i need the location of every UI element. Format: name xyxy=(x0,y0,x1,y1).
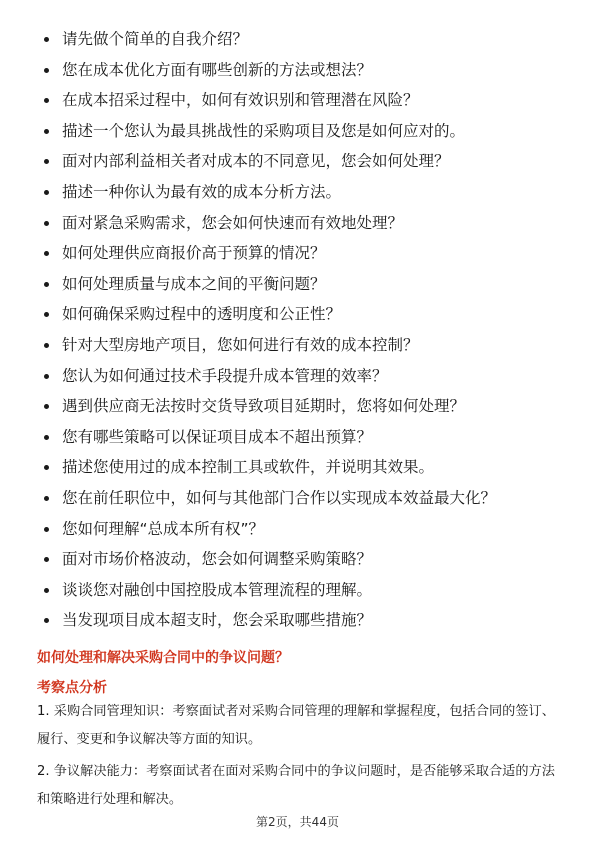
list-item: 请先做个简单的自我介绍？ xyxy=(40,24,580,55)
featured-question-heading: 如何处理和解决采购合同中的争议问题？ xyxy=(37,650,289,666)
list-item: 面对市场价格波动，您会如何调整采购策略？ xyxy=(40,544,580,575)
list-item: 在成本招采过程中，如何有效识别和管理潜在风险？ xyxy=(40,85,580,116)
list-item: 面对内部利益相关者对成本的不同意见，您会如何处理？ xyxy=(40,146,580,177)
list-item: 您在前任职位中，如何与其他部门合作以实现成本效益最大化？ xyxy=(40,483,580,514)
list-item: 如何确保采购过程中的透明度和公正性？ xyxy=(40,299,580,330)
list-item: 您在成本优化方面有哪些创新的方法或想法？ xyxy=(40,55,580,86)
list-item: 当发现项目成本超支时，您会采取哪些措施？ xyxy=(40,605,580,636)
list-item: 描述一种你认为最有效的成本分析方法。 xyxy=(40,177,580,208)
list-item: 如何处理供应商报价高于预算的情况？ xyxy=(40,238,580,269)
list-item: 谈谈您对融创中国控股成本管理流程的理解。 xyxy=(40,575,580,606)
analysis-point: 2. 争议解决能力：考察面试者在面对采购合同中的争议问题时，是否能够采取合适的方法和策略进行处理和解决。 xyxy=(37,764,555,807)
list-item: 描述您使用过的成本控制工具或软件，并说明其效果。 xyxy=(40,452,580,483)
question-list xyxy=(40,24,580,636)
list-item: 描述一个您认为最具挑战性的采购项目及您是如何应对的。 xyxy=(40,116,580,147)
list-item: 您有哪些策略可以保证项目成本不超出预算？ xyxy=(40,422,580,453)
list-item: 如何处理质量与成本之间的平衡问题？ xyxy=(40,269,580,300)
list-item: 您如何理解“总成本所有权”？ xyxy=(40,514,580,545)
page-number: 第2页，共44页 xyxy=(256,815,339,829)
list-item: 遇到供应商无法按时交货导致项目延期时，您将如何处理？ xyxy=(40,391,580,422)
analysis-title: 考察点分析 xyxy=(37,680,107,696)
list-item: 针对大型房地产项目，您如何进行有效的成本控制？ xyxy=(40,330,580,361)
analysis-point: 1. 采购合同管理知识：考察面试者对采购合同管理的理解和掌握程度，包括合同的签订、履行、变更和争议解决等方面的知识。 xyxy=(37,704,555,747)
list-item: 面对紧急采购需求，您会如何快速而有效地处理？ xyxy=(40,208,580,239)
list-item: 您认为如何通过技术手段提升成本管理的效率？ xyxy=(40,361,580,392)
